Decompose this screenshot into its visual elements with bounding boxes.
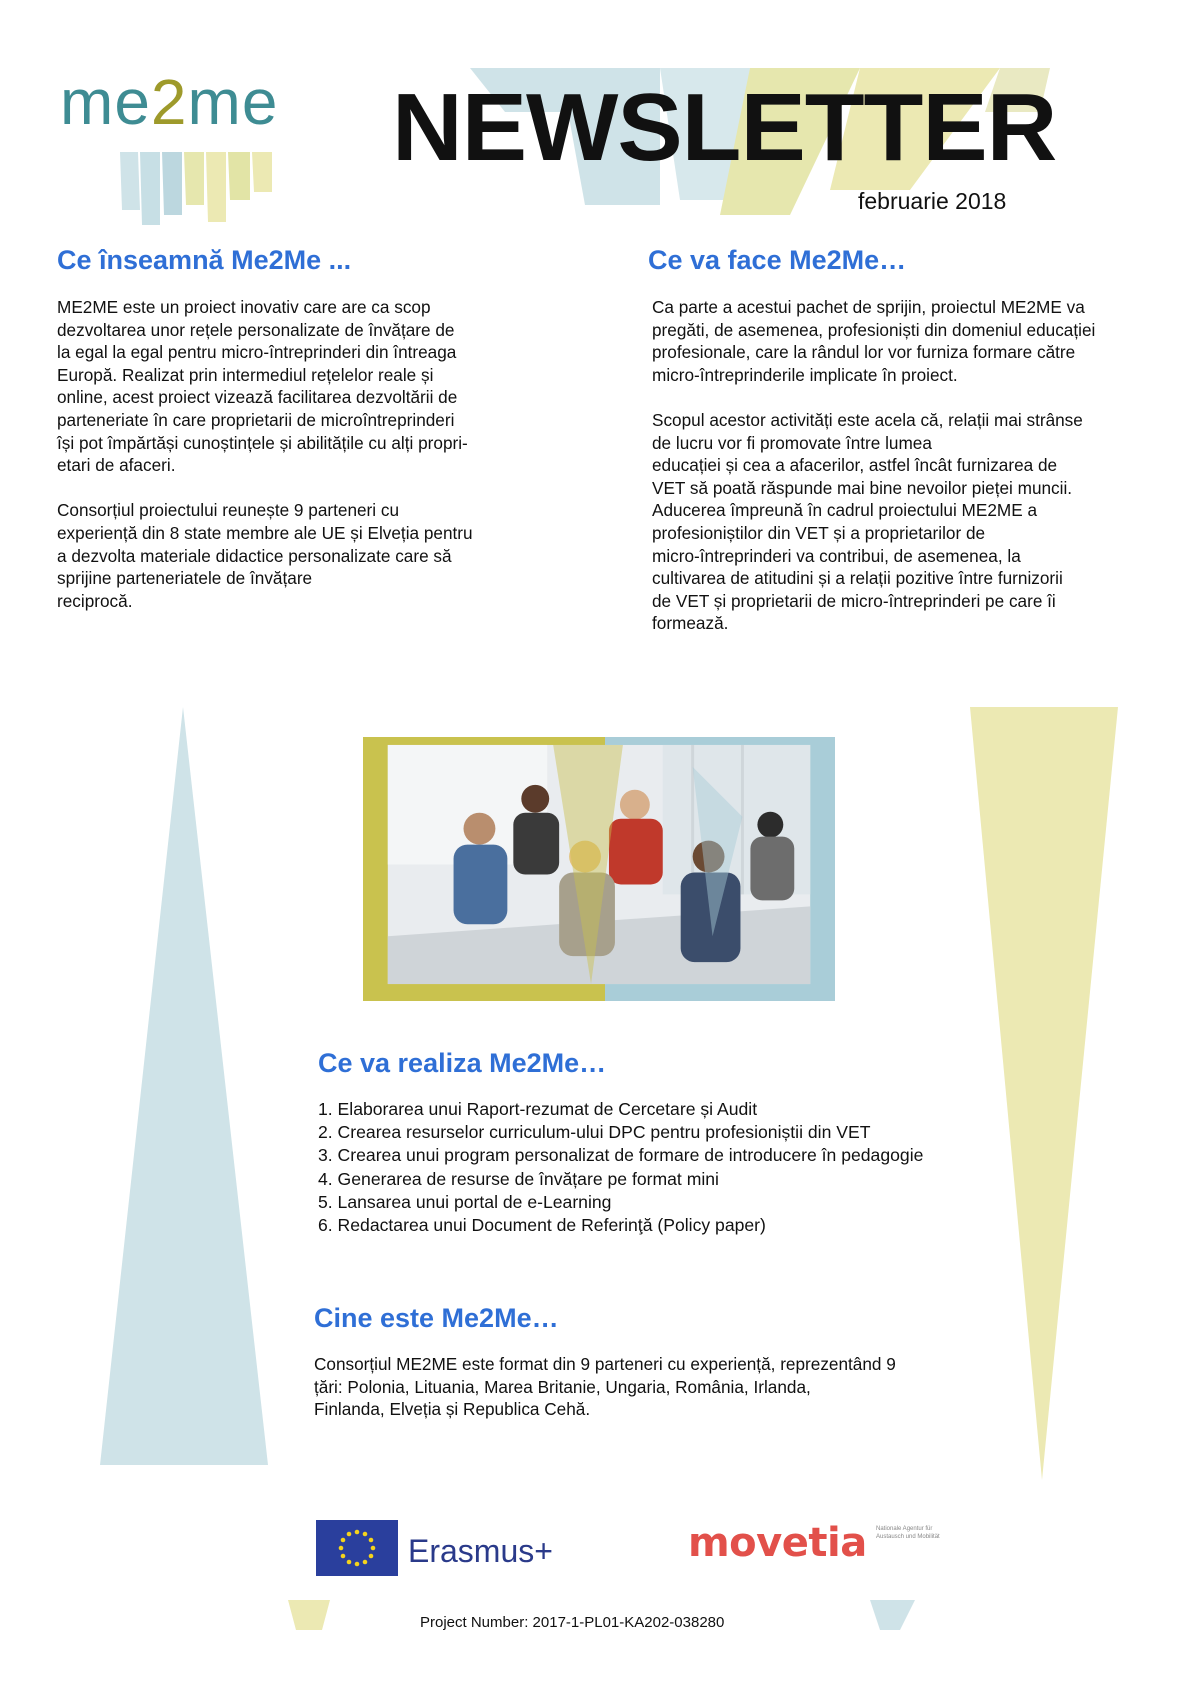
section-heading-what-means: Ce înseamnă Me2Me ... — [57, 245, 352, 275]
list-item: 5. Lansarea unui portal de e-Learning — [318, 1191, 612, 1212]
eu-flag-icon — [316, 1520, 398, 1576]
section4-text: Consorțiul ME2ME este format din 9 parteneri cu experiență, reprezentând 9 țări: Polonia, Lituania, Marea Britanie, Ungaria, România, Irlanda, Finlanda, Elveția și Republica Cehă. — [314, 1354, 896, 1420]
list-item: 2. Crearea resurselor curriculum-ului DPC pentru profesioniștii din VET — [318, 1122, 871, 1143]
section1-text: ME2ME este un proiect inovativ care are ca scop dezvoltarea unor rețele personalizate de învățare de la egal la egal pentru micro-întreprinderi din întreaga Europă. Realizat prin intermediul rețelelor reale și online, acest proiect vizează facilitarea dezvoltării de parteneriate în care proprietarii de microîntreprinderi își pot împărtăși cunoștințele și abilitățile cu alți propri- etari de afaceri. Consorțiul proiectului reunește 9 parteneri cu experiență din 8 state membre ale UE și Elveția pentru a dezvolta materiale didactice personalizate care să sprijine parteneriatele de învățare reciprocă. — [57, 297, 473, 611]
list-item: 4. Generarea de resurse de învățare pe format mini — [318, 1168, 719, 1189]
list-item: 3. Crearea unui program personalizat de formare de introducere în pedagogie — [318, 1145, 924, 1166]
section-heading-will-do: Ce va face Me2Me… — [648, 245, 907, 275]
section2-text: Ca parte a acestui pachet de sprijin, proiectul ME2ME va pregăti, de asemenea, profesioniști din domeniul educației profesionale, care la rândul lor vor furniza formare către micro-întreprinderile implicate în proiect. Scopul acestor activități este acela că, relații mai strânse de lucru vor fi promovate între lumea educației și cea a afacerilor, astfel încât furnizarea de VET să poată răspunde mai bine nevoilor pieței muncii. Aducerea împreună în cadrul proiectului ME2ME a profesioniștilor din VET și a proprietarilor de micro-întreprinderi va contribui, de asemenea, la cultivarea de atitudini și a relații pozitive între furnizorii de VET și proprietarii de micro-întreprinderi pe care îi formează. — [652, 297, 1096, 634]
movetia-logo: movetia — [688, 1520, 867, 1566]
list-item: 6. Redactarea unui Document de Referinţă (Policy paper) — [318, 1214, 766, 1235]
list-item: 1. Elaborarea unui Raport-rezumat de Cercetare și Audit — [318, 1099, 758, 1119]
project-number: Project Number: 2017-1-PL01-KA202-038280 — [420, 1614, 725, 1631]
section-heading-will-achieve: Ce va realiza Me2Me… — [318, 1048, 607, 1078]
team-meeting-photo — [363, 737, 835, 1000]
issue-date: februarie 2018 — [858, 188, 1007, 214]
erasmus-logo-text: Erasmus+ — [408, 1533, 553, 1569]
movetia-subtitle: Nationale Agentur für Austausch und Mobilität — [876, 1526, 940, 1540]
section-heading-who-is: Cine este Me2Me… — [314, 1303, 559, 1333]
me2me-logo: me2me — [60, 66, 279, 138]
achievements-list — [318, 1098, 923, 1237]
newsletter-title: NEWSLETTER — [392, 74, 1057, 181]
